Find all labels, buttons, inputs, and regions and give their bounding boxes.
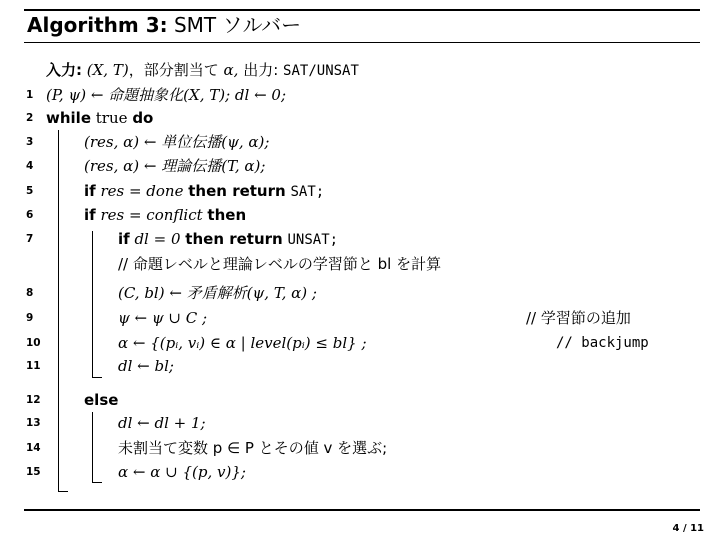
else-block-guide [92, 412, 93, 483]
comment-text: // 命題レベルと理論レベルの学習節と bl を計算 [118, 255, 442, 273]
line-text: α ← α ∪ {(p, v)}; [118, 463, 246, 481]
line-text: dl ← dl + 1; [118, 414, 206, 432]
algorithm-label: Algorithm 3: [27, 13, 168, 37]
output-value: SAT/UNSAT [283, 63, 359, 79]
line-text [84, 179, 324, 203]
bottom-rule [24, 509, 700, 511]
line-text: ψ ← ψ ∪ C ; [118, 309, 208, 327]
line-text: α ← {(pᵢ, vᵢ) ∈ α | level(pᵢ) ≤ bl} ; [118, 334, 367, 352]
line-text: (res, α) ← 単位伝播(ψ, α); [84, 133, 270, 151]
algorithm-name: SMT ソルバー [173, 13, 302, 37]
line-text: (P, ψ) ← 命題抽象化(X, T); dl ← 0; [46, 86, 287, 104]
line-number: 11 [26, 360, 41, 372]
line-number: 15 [26, 466, 41, 478]
line-number: 2 [26, 112, 34, 124]
input-mid: ，部分割当て [128, 61, 219, 79]
while-block-foot [58, 491, 68, 492]
top-rule [24, 9, 700, 11]
io-row [46, 59, 359, 81]
line-text: 未割当て変数 p ∈ P とその値 v を選ぶ; [118, 439, 388, 457]
line-number: 7 [26, 233, 34, 245]
keyword-else: else [84, 391, 119, 409]
algo-line-7 [0, 227, 726, 251]
algo-line-13 [0, 411, 726, 435]
keyword-if: if [84, 182, 96, 200]
algo-line-15 [0, 460, 726, 484]
output-label: 出力: [243, 61, 279, 79]
while-condition: true [95, 109, 128, 127]
line-number: 14 [26, 442, 41, 454]
title-rule [24, 42, 700, 43]
line-number: 5 [26, 185, 34, 197]
if-condition: res = done [100, 182, 184, 200]
line-text: (C, bl) ← 矛盾解析(ψ, T, α) ; [118, 284, 317, 302]
line-text [46, 106, 153, 130]
line-text [118, 227, 338, 251]
line-text: (res, α) ← 理論伝播(T, α); [84, 157, 266, 175]
keyword-if: if [84, 206, 96, 224]
input-alpha: α, [223, 61, 239, 79]
input-label: 入力: [46, 61, 82, 79]
algo-line-4 [0, 154, 726, 178]
algo-comment-line [0, 252, 726, 276]
algo-line-3 [0, 130, 726, 154]
return-value: SAT; [290, 184, 325, 200]
else-block-foot [92, 482, 102, 483]
input-math: (X, T) [86, 61, 129, 79]
page-number: 4 / 11 [672, 523, 704, 534]
algorithm-title [27, 12, 301, 38]
if-block-guide [92, 231, 93, 378]
line-number: 8 [26, 287, 34, 299]
keyword-if: if [118, 230, 130, 248]
line-number: 13 [26, 417, 41, 429]
algo-line-14 [0, 436, 726, 460]
algo-line-5 [0, 179, 726, 203]
line-number: 3 [26, 136, 34, 148]
algo-line-2 [0, 106, 726, 130]
algo-line-10 [0, 331, 726, 355]
line-text: dl ← bl; [118, 357, 174, 375]
line-number: 6 [26, 209, 34, 221]
keyword-then: then [207, 206, 247, 224]
keyword-then-return: then return [185, 230, 283, 248]
line-text [84, 203, 246, 227]
keyword-then-return: then return [188, 182, 286, 200]
if-condition: res = conflict [100, 206, 203, 224]
while-block-guide [58, 130, 59, 492]
return-value: UNSAT; [287, 232, 339, 248]
if-condition: dl = 0 [134, 230, 181, 248]
algo-line-9 [0, 306, 726, 330]
algo-line-12 [0, 388, 726, 412]
line-number: 4 [26, 160, 34, 172]
line-comment: // backjump [556, 335, 649, 351]
line-comment: // 学習節の追加 [526, 309, 631, 327]
algo-line-6 [0, 203, 726, 227]
algo-line-8 [0, 281, 726, 305]
line-number: 10 [26, 337, 41, 349]
keyword-do: do [132, 109, 154, 127]
line-number: 1 [26, 89, 34, 101]
line-number: 9 [26, 312, 34, 324]
keyword-while: while [46, 109, 91, 127]
algo-line-1 [0, 83, 726, 107]
algo-line-11 [0, 354, 726, 378]
line-number: 12 [26, 394, 41, 406]
if-block-foot [92, 377, 102, 378]
